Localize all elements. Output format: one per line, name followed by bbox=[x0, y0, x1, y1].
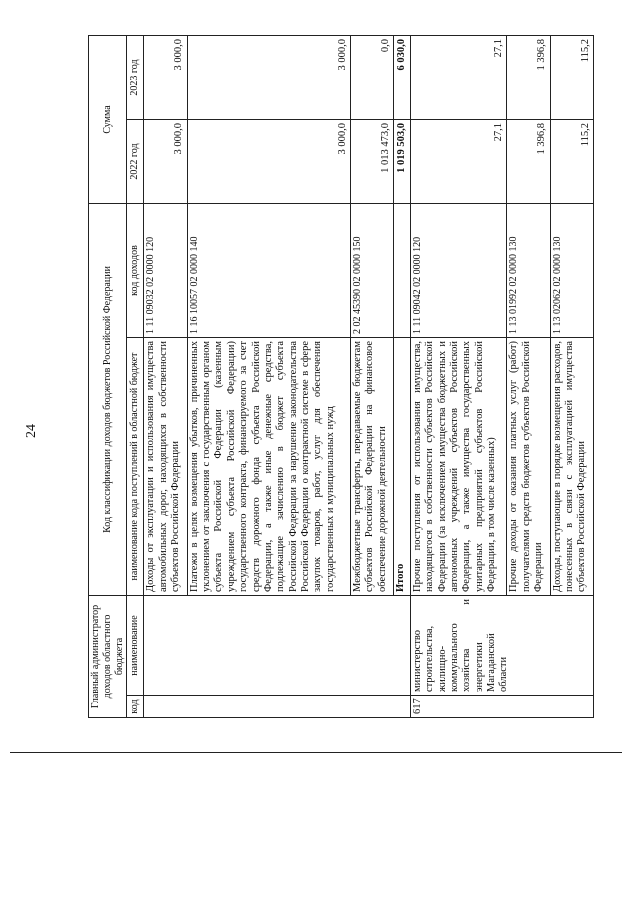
revenue-code-cell: 2 02 45390 02 0000 150 bbox=[350, 203, 393, 337]
classification-group-header: Код классификации доходов бюджетов Российской Федерации bbox=[89, 203, 127, 595]
total-2022-cell: 1 019 503,0 bbox=[394, 119, 411, 203]
revenue-code-cell: 1 13 02062 02 0000 130 bbox=[550, 203, 593, 337]
revenue-name-header: наименование кода поступлений в областной бюджет bbox=[127, 338, 144, 596]
admin-group-header: Главный администратор доходов областного бюджета bbox=[89, 596, 127, 718]
amount-2022-cell: 1 013 473,0 bbox=[350, 119, 393, 203]
revenue-name-cell: Платежи в целях возмещения убытков, причиненных уклонением от заключения с государственным органом субъекта Российской Федерации (казенным учреждением субъекта Российской Федерации) государственного контракта, финансируемого за счет средств дорожного фонда субъекта Российской Федерации, а также иные денежные средства, подлежащие зачислению в бюджет субъекта Российской Федерации за нарушение законодательства Российской Федерации о контрактной системе в сфере закупок товаров, работ, услуг для обеспечения государственных и муниципальных нужд bbox=[187, 338, 350, 596]
amount-2023-cell: 27,1 bbox=[410, 35, 507, 119]
amount-2022-cell: 3 000,0 bbox=[187, 119, 350, 203]
page-divider bbox=[10, 752, 622, 753]
amount-2022-cell: 1 396,8 bbox=[507, 119, 550, 203]
total-label: Итого bbox=[394, 338, 411, 596]
table-row bbox=[144, 35, 187, 717]
admin-code-cell bbox=[144, 696, 410, 718]
admin-name-cell: министерство строительства, жилищно-коммунального хозяйства и энергетики Магаданской области bbox=[410, 596, 593, 696]
admin-name-header: наименование bbox=[127, 596, 144, 696]
page-number: 24 bbox=[24, 424, 39, 438]
amount-2022-cell: 27,1 bbox=[410, 119, 507, 203]
revenue-code-cell: 1 13 01992 02 0000 130 bbox=[507, 203, 550, 337]
admin-name-cell bbox=[144, 596, 410, 696]
admin-code-header: код bbox=[127, 696, 144, 718]
admin-code-cell: 617 bbox=[410, 696, 593, 718]
total-2023-cell: 6 030,0 bbox=[394, 35, 411, 119]
amount-2022-cell: 3 000,0 bbox=[144, 119, 187, 203]
revenue-code-cell: 1 16 10057 02 0000 140 bbox=[187, 203, 350, 337]
amount-2023-cell: 3 000,0 bbox=[144, 35, 187, 119]
amount-2023-cell: 1 396,8 bbox=[507, 35, 550, 119]
revenue-code-header: код доходов bbox=[127, 203, 144, 337]
year-2022-header: 2022 год bbox=[127, 119, 144, 203]
amount-2023-cell: 3 000,0 bbox=[187, 35, 350, 119]
revenue-name-cell: Прочие доходы от оказания платных услуг (работ) получателями средств бюджетов субъектов Российской Федерации bbox=[507, 338, 550, 596]
revenue-code-cell bbox=[394, 203, 411, 337]
revenue-name-cell: Межбюджетные трансферты, передаваемые бюджетам субъектов Российской Федерации на финансовое обеспечение дорожной деятельности bbox=[350, 338, 393, 596]
revenue-name-cell: Прочие поступления от использования имущества, находящегося в собственности субъектов Российской Федерации (за исключением имущества бюджетных и автономных учреждений субъектов Российской Федерации, а также имущества государственных унитарных предприятий субъектов Российской Федерации, в том числе казенных) bbox=[410, 338, 507, 596]
year-2023-header: 2023 год bbox=[127, 35, 144, 119]
revenue-code-cell: 1 11 09032 02 0000 120 bbox=[144, 203, 187, 337]
revenue-table bbox=[88, 35, 594, 718]
amount-2022-cell: 115,2 bbox=[550, 119, 593, 203]
revenue-code-cell: 1 11 09042 02 0000 120 bbox=[410, 203, 507, 337]
amount-2023-cell: 0,0 bbox=[350, 35, 393, 119]
revenue-name-cell: Доходы, поступающие в порядке возмещения расходов, понесенных в связи с эксплуатацией имущества субъектов Российской Федерации bbox=[550, 338, 593, 596]
revenue-name-cell: Доходы от эксплуатации и использования имущества автомобильных дорог, находящихся в собственности субъектов Российской Федерации bbox=[144, 338, 187, 596]
table-row bbox=[410, 35, 507, 717]
amount-group-header: Сумма bbox=[89, 35, 127, 203]
revenue-table-rotated bbox=[88, 36, 594, 718]
amount-2023-cell: 115,2 bbox=[550, 35, 593, 119]
